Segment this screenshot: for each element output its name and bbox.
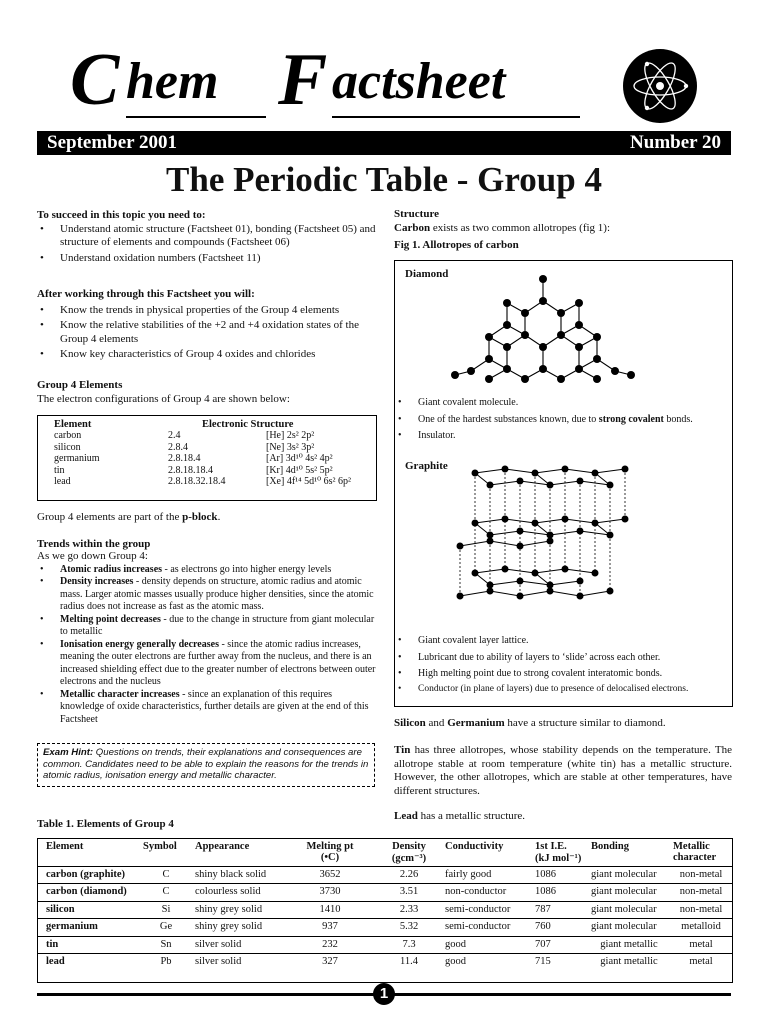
cell-appearance: shiny grey solid <box>192 919 284 936</box>
cell-element: tin <box>38 936 140 953</box>
trend-text: - density depends on structure, atomic radius and atomic mass. Larger atomic masses usually produce higher densities, since the atomic radius does not increase as fast as the atomic mass. <box>60 576 374 612</box>
cell-symbol: Pb <box>140 954 192 971</box>
col-header-element: Element <box>54 419 92 430</box>
cell-conductivity: good <box>442 936 532 953</box>
cell-conductivity: semi-conductor <box>442 919 532 936</box>
cell-density: 5.32 <box>376 919 442 936</box>
cell-conductivity: fairly good <box>442 867 532 884</box>
cell-melting: 232 <box>284 936 376 953</box>
cell-conductivity: good <box>442 954 532 971</box>
list-item: • Lubricant due to ability of layers to ‘slide’ across each other. <box>395 652 731 665</box>
cell-appearance: silver solid <box>192 954 284 971</box>
cell-character: metalloid <box>670 919 732 936</box>
cell-appearance: shiny black solid <box>192 867 284 884</box>
list-item: • Conductor (in plane of layers) due to presence of delocalised electrons. <box>395 683 731 696</box>
cell-element: carbon (graphite) <box>38 867 140 884</box>
cell-ie: 707 <box>532 936 588 953</box>
cell-element: germanium <box>54 453 100 464</box>
list-item: • High melting point due to strong covalent interatomic bonds. <box>395 668 731 681</box>
cell-density: 11.4 <box>376 954 442 971</box>
cell-ie: 1086 <box>532 867 588 884</box>
col-header-title: Melting pt <box>306 841 354 852</box>
list-item <box>37 639 377 689</box>
table-row <box>38 884 732 901</box>
col-header-unit: (gcm⁻³) <box>391 853 427 864</box>
cell-config: [Ne] 3s² 3p² <box>266 441 315 453</box>
carbon-bold: Carbon <box>394 221 431 234</box>
exam-hint-text: Questions on trends, their explanations and consequences are common. Candidates need to be able to explain the reasons for the trends in atomic radius, ionisation energy and metallic character. <box>43 747 369 781</box>
col-header-title: Metallic <box>673 841 710 852</box>
tin-paragraph <box>394 744 732 798</box>
cell-density: 3.51 <box>376 884 442 901</box>
cell-melting: 937 <box>284 919 376 936</box>
cell-element: lead <box>38 954 140 971</box>
trend-text: - since an explanation of this requires knowledge of oxide characteristics, further details are given at the end of this Factsheet <box>60 688 369 725</box>
cell-melting: 1410 <box>284 901 376 918</box>
cell-bonding: giant molecular <box>588 901 670 918</box>
cell-element: carbon <box>54 430 82 441</box>
cell-config: [Ar] 3d¹⁰ 4s² 4p² <box>266 453 333 464</box>
and-text: and <box>425 717 448 729</box>
cell-density: 7.3 <box>376 936 442 953</box>
masthead-underline <box>126 116 266 118</box>
cell-bonding: giant metallic <box>588 954 670 971</box>
cell-bonding: giant molecular <box>588 867 670 884</box>
cell-appearance: silver solid <box>192 936 284 953</box>
cell-melting: 3652 <box>284 867 376 884</box>
cell-config: [Kr] 4d¹⁰ 5s² 5p² <box>266 464 333 476</box>
outcomes-section <box>37 288 377 362</box>
similar-structure-note <box>394 717 734 731</box>
cell-symbol: Sn <box>140 936 192 953</box>
cell-element: germanium <box>38 919 140 936</box>
bullet-text: Giant covalent molecule. <box>418 397 519 408</box>
cell-appearance: colourless solid <box>192 884 284 901</box>
list-item: • Giant covalent layer lattice. <box>395 635 731 648</box>
masthead-letter-f: F <box>278 39 328 121</box>
structure-heading: Structure <box>394 208 440 220</box>
bullet-text: Insulator. <box>418 430 456 441</box>
table-row <box>38 901 732 918</box>
col-header-title: 1st I.E. <box>535 841 567 852</box>
table-row <box>38 867 732 884</box>
cell-character: non-metal <box>670 901 732 918</box>
cell-shells: 2.4 <box>168 430 181 441</box>
list-item: • Understand atomic structure (Factsheet 01), bonding (Factsheet 05) and structure of elements and compounds (Factsheet 06) <box>37 223 377 250</box>
diamond-bullets <box>395 395 725 443</box>
similar-text: have a structure similar to diamond. <box>504 717 666 729</box>
trend-title: Melting point decreases <box>60 613 161 625</box>
col-header-unit: (•C) <box>320 852 340 863</box>
cell-ie: 787 <box>532 901 588 918</box>
carbon-text: exists as two common allotropes (fig 1): <box>430 221 611 234</box>
table-header-row <box>38 839 732 867</box>
trends-intro: As we go down Group 4: <box>37 550 148 562</box>
col-header <box>532 839 588 867</box>
trends-heading: Trends within the group <box>37 538 151 550</box>
cell-shells: 2.8.18.32.18.4 <box>168 476 226 487</box>
cell-element: tin <box>54 464 65 476</box>
cell-ie: 760 <box>532 919 588 936</box>
cell-conductivity: semi-conductor <box>442 901 532 918</box>
cell-bonding: giant molecular <box>588 884 670 901</box>
cell-density: 2.33 <box>376 901 442 918</box>
diamond-label: Diamond <box>405 268 449 280</box>
lead-text: has a metallic structure. <box>417 810 526 822</box>
cell-symbol: C <box>140 867 192 884</box>
tin-bold: Tin <box>394 744 411 756</box>
bullet-text: One of the hardest substances known, due to <box>418 413 599 425</box>
cell-density: 2.26 <box>376 867 442 884</box>
trend-title: Metallic character increases <box>60 688 180 700</box>
list-item: • Know the relative stabilities of the +2 and +4 oxidation states of the Group 4 elements <box>37 319 377 346</box>
cell-shells: 2.8.18.4 <box>168 453 201 464</box>
table-row <box>54 442 351 454</box>
list-item <box>37 564 377 577</box>
electron-config-table <box>37 415 377 501</box>
trends-section <box>37 538 377 726</box>
cell-melting: 327 <box>284 954 376 971</box>
masthead-word-factsheet: actsheet <box>332 53 506 110</box>
issue-bar <box>37 131 731 155</box>
pblock-end: . <box>217 511 221 523</box>
pblock-text: Group 4 elements are part of the <box>37 511 183 523</box>
table-row <box>54 476 351 488</box>
trend-title: Density increases <box>60 576 134 587</box>
table-row <box>54 465 351 477</box>
trend-title: Atomic radius increases <box>60 563 163 575</box>
table-row <box>54 430 351 442</box>
col-header <box>376 839 442 867</box>
page-number-badge: 1 <box>373 983 395 1005</box>
table1-caption: Table 1. Elements of Group 4 <box>37 818 174 830</box>
col-header: Appearance <box>195 841 250 852</box>
trend-text: - due to the change in structure from giant molecular to metallic <box>60 613 375 637</box>
list-item <box>37 576 377 614</box>
cell-symbol: Si <box>140 901 192 918</box>
table-row <box>38 954 732 971</box>
cell-config: [Xe] 4f¹⁴ 5d¹⁰ 6s² 6p² <box>266 476 352 487</box>
graphite-label: Graphite <box>405 460 448 472</box>
col-header-unit: (kJ mol⁻¹) <box>535 853 582 864</box>
diamond-structure-diagram <box>435 263 695 393</box>
germanium-bold: Germanium <box>447 717 505 729</box>
cell-conductivity: non-conductor <box>442 884 532 901</box>
col-header: Element <box>46 841 84 852</box>
cell-appearance: shiny grey solid <box>192 901 284 918</box>
table-row <box>38 919 732 936</box>
table-row <box>38 936 732 953</box>
cell-bonding: giant molecular <box>588 919 670 936</box>
cell-element: silicon <box>38 901 140 918</box>
atom-logo-icon <box>622 48 698 124</box>
list-item <box>395 414 725 427</box>
cell-bonding: giant metallic <box>588 936 670 953</box>
list-item: • Understand oxidation numbers (Factsheet 11) <box>37 252 377 266</box>
col-header: Conductivity <box>445 841 504 852</box>
exam-hint-box <box>37 743 375 787</box>
cell-symbol: C <box>140 884 192 901</box>
table-row <box>54 453 351 465</box>
cell-element: silicon <box>54 441 81 453</box>
graphite-structure-diagram <box>455 461 655 631</box>
elements-table <box>37 838 733 983</box>
prerequisites-section <box>37 209 377 265</box>
list-item <box>395 397 725 410</box>
silicon-bold: Silicon <box>394 717 426 729</box>
pblock-note <box>37 511 377 525</box>
page-title: The Periodic Table - Group 4 <box>166 160 602 199</box>
lead-paragraph <box>394 810 732 824</box>
trend-text: - since the atomic radius increases, meaning the outer electrons are further away from the nucleus, and there is an increased shielding effect due to the greater number of electrons between outer electrons and the nucleus <box>60 638 376 687</box>
allotropes-figure <box>394 260 733 707</box>
trend-text: - as electrons go into higher energy levels <box>162 563 332 575</box>
col-header <box>670 839 732 867</box>
group4-elements-section <box>37 379 377 406</box>
cell-melting: 3730 <box>284 884 376 901</box>
pblock-bold: p-block <box>182 511 218 523</box>
list-item <box>37 689 377 727</box>
cell-shells: 2.8.4 <box>168 441 188 453</box>
tin-text: has three allotropes, whose stability depends on the temperature. The allotrope stable at room temperature (white tin) has a metallic structure. However, the other allotropes, which are stable at other temperatures, have different structures. <box>394 744 732 797</box>
masthead-word-chem: hem <box>126 53 219 110</box>
masthead-logo <box>70 38 610 128</box>
group4-heading: Group 4 Elements <box>37 379 123 391</box>
cell-character: metal <box>670 936 732 953</box>
masthead-underline <box>332 116 580 118</box>
lead-bold: Lead <box>394 810 418 822</box>
col-header-structure: Electronic Structure <box>202 419 294 430</box>
trend-title: Ionisation energy generally decreases <box>60 638 219 650</box>
group4-intro: The electron configurations of Group 4 are shown below: <box>37 392 290 405</box>
exam-hint-label: Exam Hint: <box>43 747 94 758</box>
figure-caption: Fig 1. Allotropes of carbon <box>394 239 519 251</box>
cell-ie: 1086 <box>532 884 588 901</box>
issue-date: September 2001 <box>47 132 177 153</box>
col-header: Symbol <box>143 841 177 852</box>
cell-symbol: Ge <box>140 919 192 936</box>
col-header: Bonding <box>591 841 629 852</box>
cell-ie: 715 <box>532 954 588 971</box>
list-item <box>395 430 725 443</box>
outcomes-heading: After working through this Factsheet you will: <box>37 288 255 300</box>
cell-character: non-metal <box>670 867 732 884</box>
prerequisites-heading: To succeed in this topic you need to: <box>37 209 206 221</box>
list-item <box>37 614 377 639</box>
list-item: • Know the trends in physical properties of the Group 4 elements <box>37 304 377 318</box>
cell-character: non-metal <box>670 884 732 901</box>
cell-element: lead <box>54 476 71 487</box>
list-item: • Know key characteristics of Group 4 oxides and chlorides <box>37 348 377 362</box>
col-header <box>284 839 376 867</box>
cell-character: metal <box>670 954 732 971</box>
graphite-bullets <box>395 635 731 695</box>
col-header-unit: character <box>673 852 717 863</box>
cell-element: carbon (diamond) <box>38 884 140 901</box>
cell-config: [He] 2s² 2p² <box>266 430 315 441</box>
masthead-letter-c: C <box>70 39 120 121</box>
structure-section <box>394 208 734 253</box>
bullet-text: bonds. <box>663 413 693 425</box>
cell-shells: 2.8.18.18.4 <box>168 464 213 476</box>
col-header-title: Density <box>392 841 426 852</box>
bullet-bold: strong covalent <box>598 413 664 425</box>
issue-number: Number 20 <box>630 132 721 153</box>
